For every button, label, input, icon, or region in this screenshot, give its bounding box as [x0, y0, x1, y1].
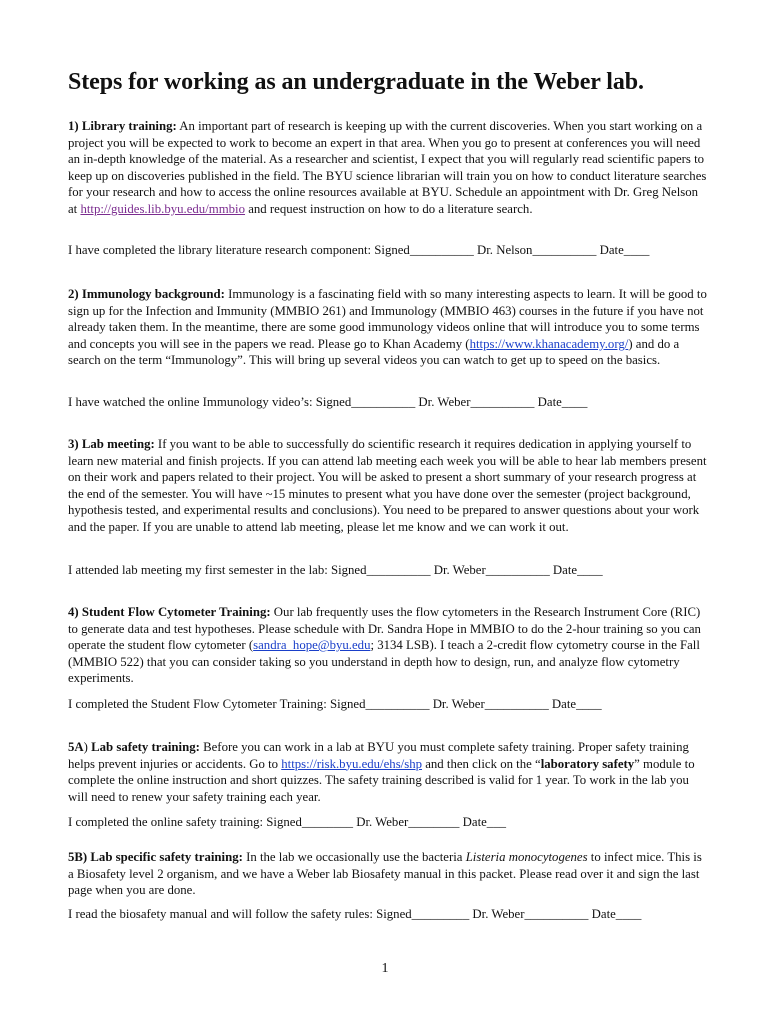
section-heading-paren: ) Lab safety training:	[83, 740, 200, 754]
section-heading: 5B) Lab specific safety training:	[68, 850, 243, 864]
section-paragraph	[68, 286, 708, 369]
paragraph-text: to infect mice. This is a Biosafety level 2 organism, and we have a Weber lab Biosafety manual in this packet. Please read over it and sign the last page when you are done.	[68, 850, 702, 898]
paragraph-text: Immunology is a fascinating field with so many interesting aspects to learn. It will be good to sign up for the Infection and Immunity (MMBIO 261) and Immunology (MMBIO 463) courses in the future if you have not already taken them. In the meantime, there are some good immunology videos online that will introduce you to some terms and concepts you will see in the papers we read. Please go to Khan Academy (	[68, 287, 707, 351]
section-paragraph	[68, 849, 708, 899]
paragraph-text: ” module to complete the online instruction and short quizzes. The safety training described is valid for 1 year. To work in the lab you will need to renew your safety training each year.	[68, 756, 695, 804]
paragraph-text: In the lab we occasionally use the bacteria	[242, 850, 466, 864]
section-immunology-background	[68, 286, 708, 369]
paragraph-text: and then click on the “	[422, 756, 541, 771]
paragraph-text: ) and do a search on the term “Immunology”. This will bring up several videos you can watch to get up to speed on the basics.	[68, 336, 680, 368]
signature-line-flow-cytometer: I completed the Student Flow Cytometer Training: Signed__________ Dr. Weber__________ Date____	[68, 697, 602, 711]
section-heading: 2) Immunology background:	[68, 287, 225, 301]
section-flow-cytometer	[68, 604, 708, 687]
risk-byu-link[interactable]: https://risk.byu.edu/ehs/shp	[281, 756, 423, 771]
khan-academy-link[interactable]: https://www.khanacademy.org/	[469, 336, 629, 351]
paragraph-text: ; 3134 LSB). I teach a 2-credit flow cytometry course in the Fall (MMBIO 522) that you can consider taking so you understand in depth how to design, run, and analyze flow cytometry experiments.	[68, 638, 700, 686]
paragraph-text: If you want to be able to successfully do scientific research it requires dedication in applying yourself to learn new material and finish projects. If you can attend lab meeting each week you will be able to hear lab members present on their work and papers related to their project. You will be asked to present a short summary of your research progress at the end of the semester. You will have ~15 minutes to present what you have done over the semester (project background, hypothesis tested, and experimental results and conclusions). You need to be prepared to answer questions about your work and the paper. If you are unable to attend lab meeting, please let me know and we can work it out.	[68, 437, 707, 534]
section-lab-safety	[68, 739, 708, 805]
signature-line-biosafety: I read the biosafety manual and will follow the safety rules: Signed_________ Dr. Weber__________ Date____	[68, 907, 642, 921]
email-link[interactable]: sandra_hope@byu.edu	[253, 638, 371, 653]
page-number: 1	[381, 961, 389, 976]
signature-line-library: I have completed the library literature research component: Signed__________ Dr. Nelson__________ Date____	[68, 243, 650, 257]
species-name: Listeria monocytogenes	[465, 850, 588, 864]
signature-line-lab-meeting: I attended lab meeting my first semester in the lab: Signed__________ Dr. Weber__________ Date____	[68, 563, 603, 577]
guides-library-link[interactable]: http://guides.lib.byu.edu/mmbio	[80, 201, 246, 216]
section-heading-number: 5A	[68, 740, 84, 754]
section-heading: 4) Student Flow Cytometer Training:	[68, 605, 271, 619]
signature-line-immunology: I have watched the online Immunology video’s: Signed__________ Dr. Weber__________ Date____	[68, 395, 588, 409]
section-heading: 3) Lab meeting:	[68, 437, 155, 451]
section-paragraph	[68, 739, 708, 805]
section-library-training	[68, 118, 708, 218]
section-heading: 1) Library training:	[68, 119, 177, 133]
section-paragraph	[68, 604, 708, 687]
bold-term: laboratory safety	[540, 756, 635, 771]
paragraph-text: and request instruction on how to do a literature search.	[245, 201, 533, 216]
section-lab-meeting	[68, 436, 708, 536]
section-paragraph	[68, 118, 708, 218]
paragraph-text: Before you can work in a lab at BYU you must complete safety training. Proper safety training helps prevent injuries or accidents. Go to	[68, 740, 689, 771]
page-title: Steps for working as an undergraduate in the Weber lab.	[68, 69, 644, 95]
paragraph-text: Our lab frequently uses the flow cytometers in the Research Instrument Core (RIC) to generate data and test hypotheses. Please schedule with Dr. Sandra Hope in MMBIO to do the 2-hour training so you can operate the student flow cytometer (	[68, 605, 701, 653]
section-lab-specific-safety	[68, 849, 708, 899]
section-paragraph	[68, 436, 708, 536]
signature-line-lab-safety: I completed the online safety training: Signed________ Dr. Weber________ Date___	[68, 815, 506, 829]
paragraph-text: An important part of research is keeping up with the current discoveries. When you start working on a project you will be expected to work to become an expert in that area. When you go to present at conferences you will need an in-depth knowledge of the material. As a researcher and scientist, I expect that you will regularly read scientific papers to keep up on discoveries published in the field. The BYU science librarian will train you on how to conduct literature searches for your research and how to access the online resources available at BYU. Schedule an appointment with Dr. Greg Nelson at	[68, 119, 707, 216]
